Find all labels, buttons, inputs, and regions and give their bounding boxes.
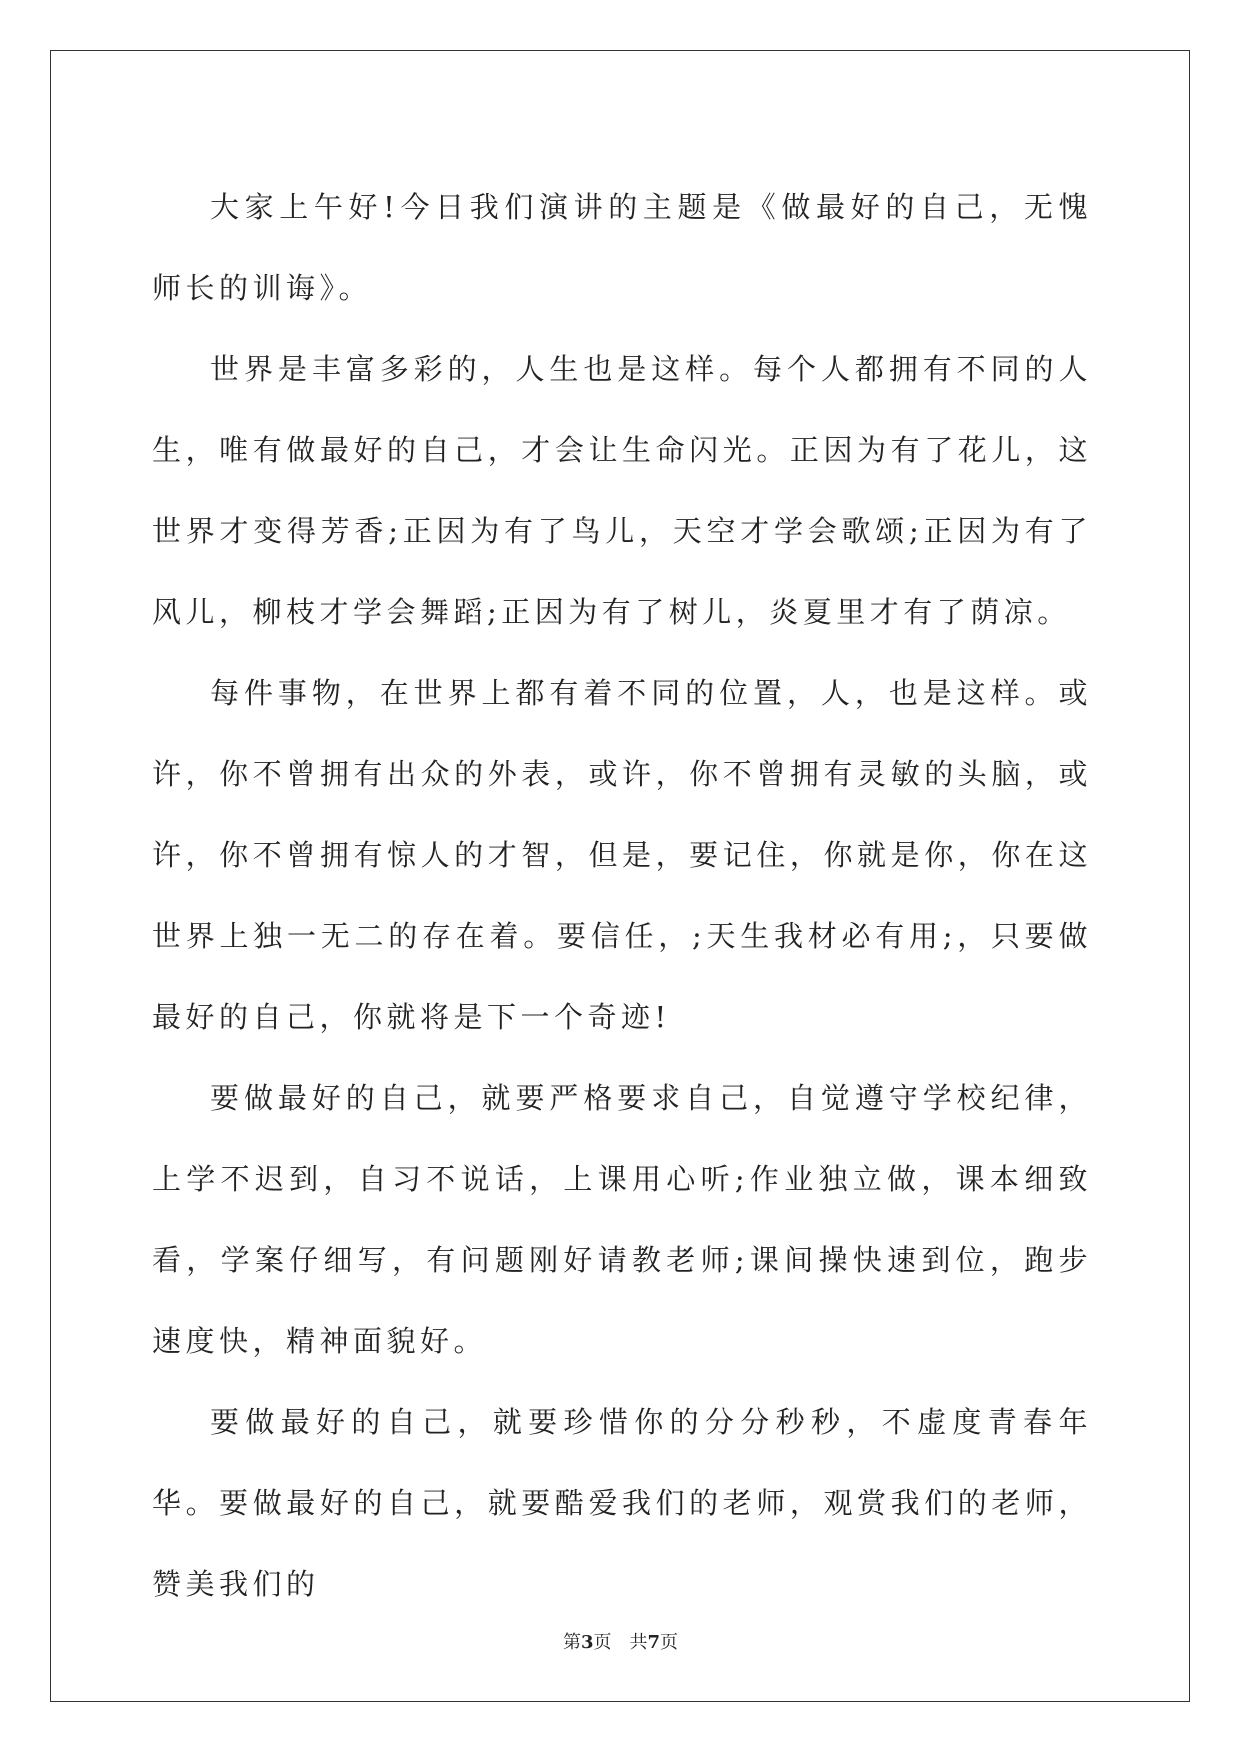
footer-prefix: 第 <box>562 1632 581 1653</box>
total-page-number: 7 <box>647 1632 661 1653</box>
footer-suffix: 页 <box>660 1632 679 1653</box>
paragraph-position: 每件事物，在世界上都有着不同的位置，人，也是这样。或许，你不曾拥有出众的外表，或许，你不曾拥有灵敏的头脑，或许，你不曾拥有惊人的才智，但是，要记住，你就是你，你在这世界上独一无二的存在着。要信任，;天生我材必有用;，只要做最好的自己，你就将是下一个奇迹! <box>152 676 1092 1034</box>
footer-middle: 页 共 <box>593 1632 648 1653</box>
paragraph-greeting: 大家上午好!今日我们演讲的主题是《做最好的自己，无愧师长的训诲》。 <box>152 190 1092 305</box>
paragraph-cherish: 要做最好的自己，就要珍惜你的分分秒秒，不虚度青春年华。要做最好的自己，就要酷爱我们的老师，观赏我们的老师，赞美我们的 <box>152 1405 1092 1601</box>
paragraph-discipline: 要做最好的自己，就要严格要求自己，自觉遵守学校纪律，上学不迟到，自习不说话，上课用心听;作业独立做，课本细致看，学案仔细写，有问题刚好请教老师;课间操快速到位，跑步速度快，精神面貌好。 <box>152 1081 1092 1358</box>
current-page-number: 3 <box>580 1632 594 1653</box>
page-number-footer <box>0 1628 1241 1654</box>
paragraph-world: 世界是丰富多彩的，人生也是这样。每个人都拥有不同的人生，唯有做最好的自己，才会让生命闪光。正因为有了花儿，这世界才变得芳香;正因为有了鸟儿，天空才学会歌颂;正因为有了风儿，柳枝才学会舞蹈;正因为有了树儿，炎夏里才有了荫凉。 <box>152 352 1092 629</box>
document-body <box>152 167 1092 1625</box>
